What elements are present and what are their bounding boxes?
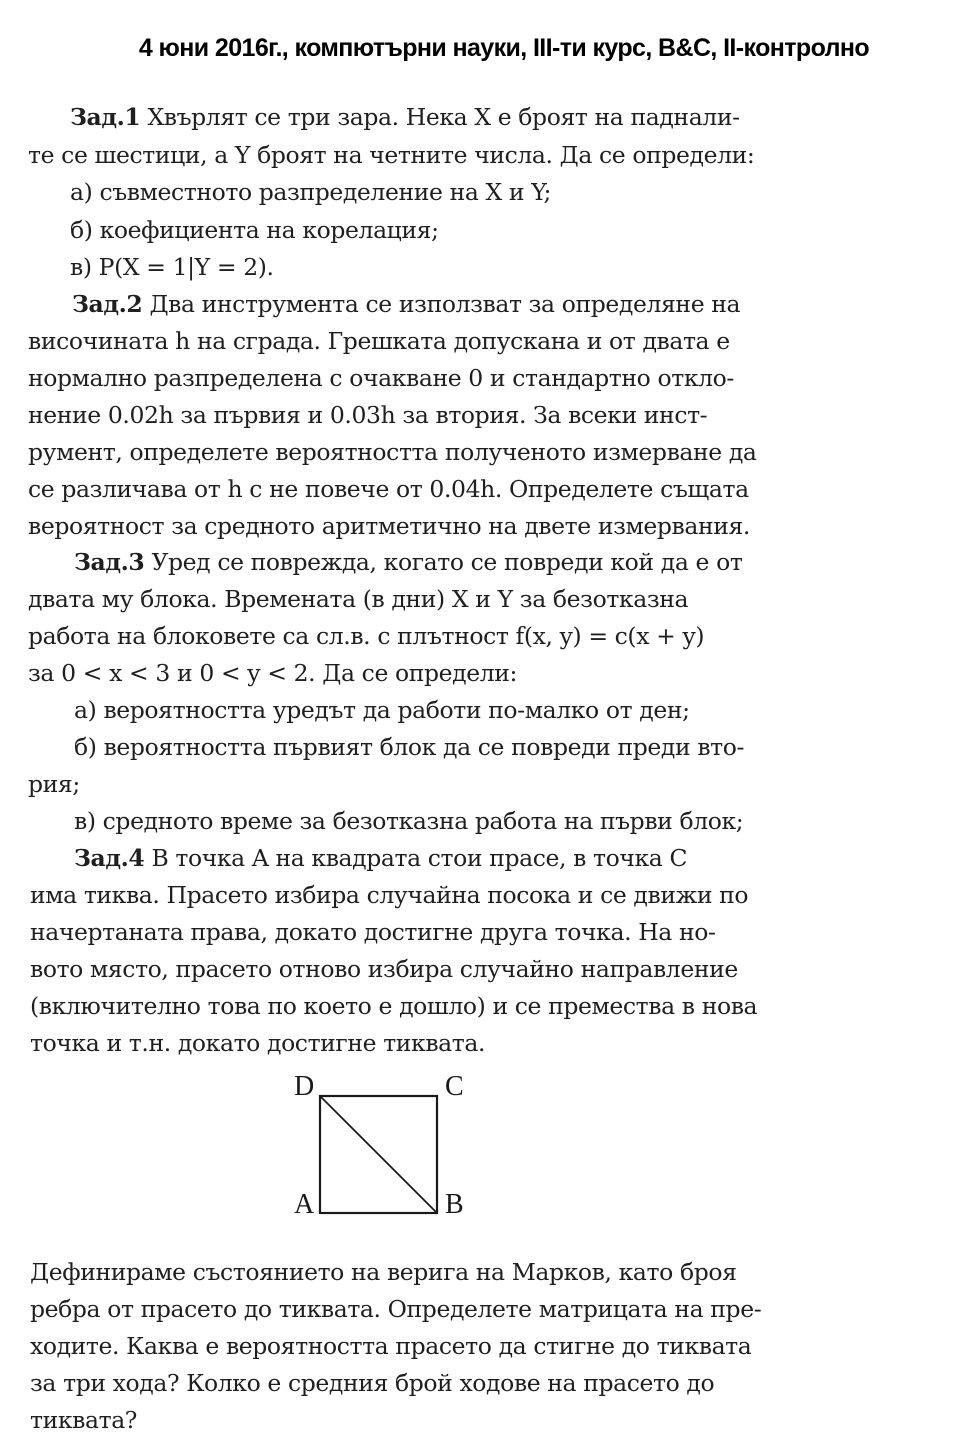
closing-line-3: ходите. Каква е вероятността прасето да стигне до тиквата: [30, 1332, 752, 1360]
task-1-item-b: б) коефициента на корелация;: [70, 216, 439, 244]
task-4-line-2: има тиква. Прасето избира случайна посока и се движи по: [30, 881, 749, 909]
vertex-d-label: D: [294, 1071, 315, 1102]
task-1-item-a: а) съвместното разпределение на X и Y;: [70, 178, 551, 206]
task-3-line-2: двата му блока. Времената (в дни) X и Y за безотказна: [28, 585, 689, 613]
task-2-line-4: нение 0.02h за първия и 0.03h за втория. За всеки инст-: [28, 401, 708, 429]
task-3-item-b-cont: рия;: [28, 770, 80, 798]
square-diagram: [280, 1065, 500, 1225]
vertex-a-label: A: [294, 1189, 315, 1220]
task-3-line-3: работа на блоковете са сл.в. с плътност f(x, y) = c(x + y): [28, 622, 705, 650]
vertex-b-label: B: [445, 1189, 464, 1220]
task-2-label: Зад.2: [72, 290, 143, 318]
task-4-line-6: точка и т.н. докато достигне тиквата.: [30, 1029, 486, 1057]
task-2-line-2: височината h на сграда. Грешката допускана и от двата е: [28, 327, 730, 355]
closing-line-4: за три хода? Колко е средния брой ходове на прасето до: [30, 1369, 715, 1397]
task-1-label: Зад.1: [70, 103, 141, 131]
task-2-line-7: вероятност за средното аритметично на двете измервания.: [28, 512, 750, 540]
task-2-line-6: се различава от h с не повече от 0.04h. Определете същата: [28, 475, 749, 503]
task-2-line-1: Зад.2 Два инструмента се използват за определяне на: [72, 290, 741, 318]
closing-line-2: ребра от прасето до тиквата. Определете матрицата на пре-: [30, 1295, 762, 1323]
exam-header: 4 юни 2016г., компютърни науки, III-ти курс, B&C, II-контролно: [138, 34, 870, 62]
diagonal-db: [320, 1096, 437, 1213]
task-1-line-1: Зад.1 Хвърлят се три зара. Нека X е броят на паднали-: [70, 103, 740, 131]
square-figure: [280, 1065, 500, 1225]
task-4-line-3: начертаната права, докато достигне друга точка. На но-: [30, 918, 716, 946]
closing-line-5: тиквата?: [30, 1406, 138, 1434]
task-3-line-4: за 0 < x < 3 и 0 < y < 2. Да се определи:: [28, 659, 518, 687]
task-1-line-2: те се шестици, а Y броят на четните числа. Да се определи:: [28, 141, 755, 169]
task-3-item-c: в) средното време за безотказна работа на първи блок;: [74, 807, 744, 835]
task-1-item-c: в) P(X = 1|Y = 2).: [70, 253, 274, 281]
closing-line-1: Дефинираме състоянието на верига на Марков, като броя: [30, 1258, 737, 1286]
task-4-label: Зад.4: [74, 844, 145, 872]
task-2-line-3: нормално разпределена с очакване 0 и стандартно откло-: [28, 364, 734, 392]
vertex-c-label: C: [445, 1071, 464, 1102]
task-3-label: Зад.3: [74, 548, 145, 576]
task-4-line-4: вото място, прасето отново избира случайно направление: [30, 955, 738, 983]
task-3-item-a: а) вероятността уредът да работи по-малко от ден;: [74, 696, 690, 724]
task-4-line-5: (включително това по което е дошло) и се премества в нова: [30, 992, 758, 1020]
task-2-line-5: румент, определете вероятността полученото измерване да: [28, 438, 757, 466]
task-3-line-1: Зад.3 Уред се поврежда, когато се повреди кой да е от: [74, 548, 743, 576]
task-4-line-1: Зад.4 В точка A на квадрата стои прасе, в точка C: [74, 844, 688, 872]
task-3-item-b: б) вероятността първият блок да се повреди преди вто-: [74, 733, 745, 761]
